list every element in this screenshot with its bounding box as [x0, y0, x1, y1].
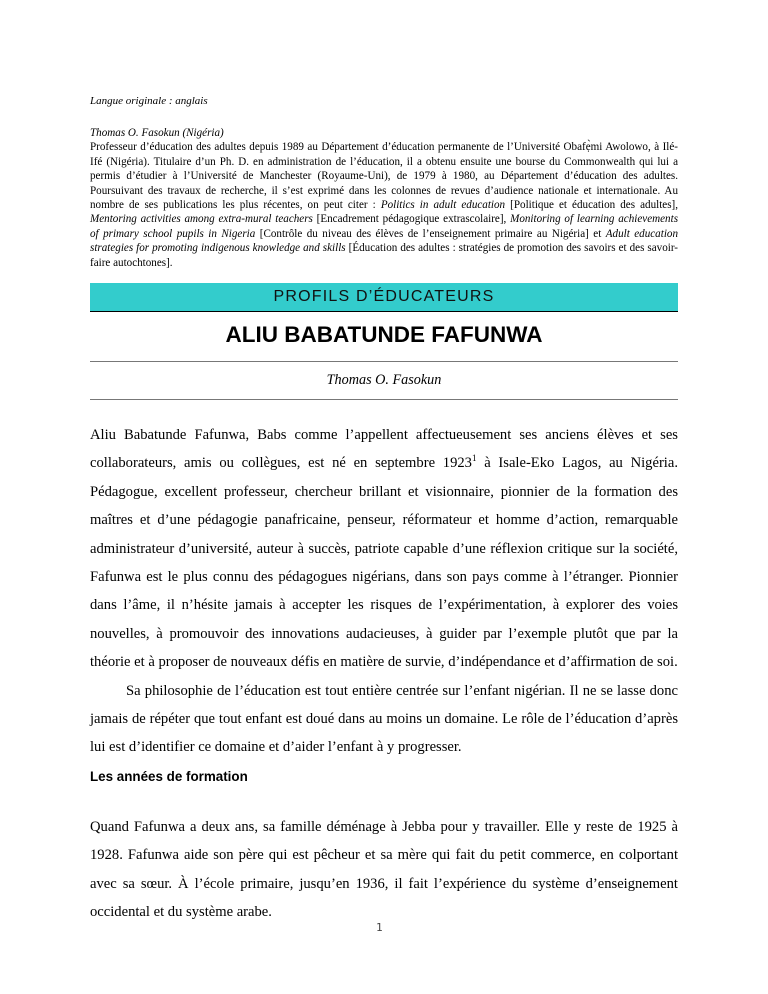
bio-title-1: Politics in adult education [380, 199, 506, 212]
section-heading: Les années de formation [90, 769, 248, 784]
body-text: Aliu Babatunde Fafunwa, Babs comme l’appellent affectueusement ses anciens élèves et ses collaborateurs, amis ou collègues, est né en septembre 1923 [90, 427, 678, 472]
bio-title-2: Mentoring activities among extra-mural teachers [90, 213, 313, 226]
bio-title-4: Adult education strategies for promoting indigenous knowledge and skills [90, 227, 678, 255]
article-title: ALIU BABATUNDE FAFUNWA [225, 322, 543, 347]
byline-divider [90, 399, 678, 400]
body-text: à Isale-Eko Lagos, au Nigéria. Pédagogue, excellent professeur, chercheur brillant et visionnaire, pionnier de la formation des maîtres et d’une pédagogie panafricaine, penseur, réformateur et homme d’action, remarquable administrateur d’université, auteur à succès, patriote capable d’une réflexion critique sur la société, Fafunwa est le plus connu des pédagogues nigérians, dans son pays comme à l’étranger. Pionnier dans l’âme, il n’hésite jamais à accepter les risques de l’expérimentation, à explorer des voies nouvelles, à promouvoir des innovations audacieuses, à guider par l’exemple plutôt que par la théorie et à proposer de nouveaux défis en matière de survie, d’indépendance et d’affirmation de soi. [90, 455, 678, 671]
body-paragraph: Quand Fafunwa a deux ans, sa famille déménage à Jebba pour y travailler. Elle y reste de 1925 à 1928. Fafunwa aide son père qui est pêcheur et sa mère qui fait du petit commerce, en colportant avec sa sœur. À l’école primaire, jusqu’en 1936, il fait l’expérience du système d’enseignement occidental et du système arabe. [90, 819, 678, 921]
title-divider [90, 361, 678, 362]
author-bio [90, 126, 678, 270]
banner-label: PROFILS D’ÉDUCATEURS [273, 288, 495, 305]
article-body-continued [90, 813, 678, 927]
bio-text: [Encadrement pédagogique extrascolaire], [312, 213, 511, 226]
bio-text: [Contrôle du niveau des élèves de l’enseignement primaire au Nigéria] et [255, 227, 606, 240]
bio-text: [Politique et éducation des adultes], [505, 199, 678, 212]
body-paragraph [90, 421, 678, 677]
bio-text: Professeur d’éducation des adultes depuis 1989 au Département d’éducation permanente de l’Université Obafẹ̀mi Awolowo, à Ilé-Ifé (Nigéria). Titulaire d’un Ph. D. en administration de l’éducation, il a obtenu ensuite une bourse du Commonwealth qui lui a permis d’étudier à l’Université de Manchester (Royaume-Uni), de 1979 à 1980, au Département d’éducation des adultes. Poursuivant des travaux de recherche, il s’est exprimé dans les colonnes de revues d’audience nationale et internationale. Au nombre de ses publications les plus récentes, on peut citer : [90, 141, 678, 212]
body-paragraph: Sa philosophie de l’éducation est tout entière centrée sur l’enfant nigérian. Il ne se lasse donc jamais de répéter que tout enfant est doué dans au moins un domaine. Le rôle de l’éducation d’après lui est d’identifier ce domaine et d’aider l’enfant à y progresser. [90, 682, 678, 756]
byline: Thomas O. Fasokun [326, 372, 442, 388]
footnote-ref[interactable]: 1 [471, 452, 477, 463]
article-body [90, 421, 678, 762]
bio-title-3: Monitoring of learning achievements of primary school pupils in Nigeria [90, 213, 679, 240]
original-language-note: Langue originale : anglais [90, 95, 208, 107]
section-banner [90, 283, 678, 312]
bio-paragraph [90, 140, 678, 270]
page-number: 1 [376, 921, 383, 934]
bio-author-name: Thomas O. Fasokun (Nigéria) [90, 127, 224, 139]
bio-text: [Éducation des adultes : stratégies de promotion des savoirs et des savoir-faire autochtones]. [90, 242, 678, 269]
